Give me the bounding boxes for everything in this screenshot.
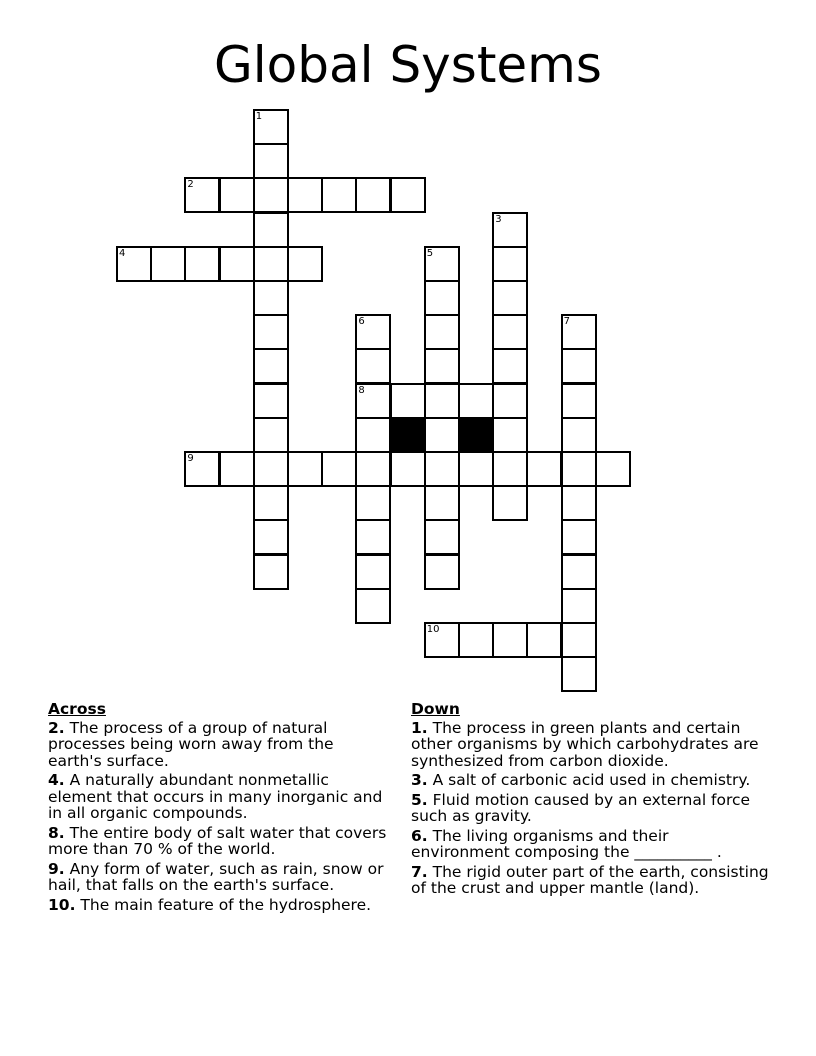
grid-cell[interactable] [219,177,255,213]
grid-cell[interactable] [390,383,426,419]
cell-number: 10 [426,624,440,635]
grid-cell[interactable] [492,485,528,521]
clue-text: The process of a group of natural processes being worn away from the earth's surface. [48,718,334,770]
cell-number: 7 [563,316,570,328]
grid-cell[interactable] [561,451,597,487]
grid-cell[interactable] [561,622,597,658]
grid-cell[interactable] [458,451,494,487]
across-clue-8 [48,825,388,858]
clue-text: The main feature of the hydrosphere. [80,895,372,914]
cell-number: 8 [358,384,365,396]
grid-cell[interactable] [253,554,289,590]
grid-cell[interactable] [492,246,528,282]
grid-cell[interactable] [561,485,597,521]
grid-cell[interactable] [458,622,494,658]
grid-cell[interactable] [424,314,460,350]
grid-cell[interactable] [424,246,460,282]
grid-cell[interactable] [287,177,323,213]
clue-number: 1. [411,718,428,737]
grid-cell[interactable] [561,417,597,453]
grid-cell[interactable] [253,383,289,419]
cell-number: 5 [426,247,434,259]
grid-cell[interactable] [355,314,391,350]
grid-cell[interactable] [561,588,597,624]
clue-text: The process in green plants and certain other organisms by which carbohydrates are synthesized from carbon dioxide. [411,718,759,770]
grid-cell[interactable] [116,246,152,282]
grid-cell[interactable] [424,280,460,316]
grid-cell[interactable] [492,417,528,453]
grid-cell[interactable] [253,177,289,213]
grid-cell[interactable] [219,451,255,487]
grid-cell[interactable] [561,314,597,350]
clue-number: 9. [48,859,65,878]
clue-text: The entire body of salt water that covers more than 70 % of the world. [48,823,387,858]
across-clue-4 [48,772,388,822]
down-clue-5 [411,792,771,825]
grid-cell[interactable] [526,451,562,487]
grid-cell[interactable] [390,451,426,487]
grid-cell[interactable] [390,177,426,213]
grid-cell[interactable] [424,485,460,521]
clue-text: Fluid motion caused by an external force such as gravity. [411,790,751,825]
grid-cell[interactable] [184,451,220,487]
cell-number: 6 [358,316,365,328]
grid-cell[interactable] [287,451,323,487]
grid-cell[interactable] [355,554,391,590]
grid-cell[interactable] [424,383,460,419]
grid-cell[interactable] [492,451,528,487]
clue-number: 5. [411,790,428,809]
puzzle-title: Global Systems [214,36,602,94]
grid-cell[interactable] [253,451,289,487]
grid-cell[interactable] [561,383,597,419]
grid-cell[interactable] [458,383,494,419]
across-clue-2 [48,720,388,770]
down-clue-1 [411,720,771,770]
across-heading: Across [48,700,106,718]
grid-cell[interactable] [355,383,391,419]
grid-cell[interactable] [253,348,289,384]
grid-cell[interactable] [184,177,220,213]
cell-number: 3 [495,213,502,225]
grid-cell[interactable] [526,622,562,658]
grid-cell[interactable] [253,143,289,179]
grid-cell[interactable] [424,519,460,555]
grid-cell[interactable] [424,348,460,384]
grid-cell[interactable] [287,246,323,282]
down-heading: Down [411,700,460,718]
grid-cell[interactable] [492,212,528,248]
down-clue-6 [411,828,771,861]
grid-cell[interactable] [355,485,391,521]
clue-number: 10. [48,895,76,914]
grid-cell[interactable] [424,554,460,590]
across-clue-9 [48,861,388,894]
grid-cell[interactable] [561,656,597,692]
grid-cell[interactable] [492,348,528,384]
grid-cell[interactable] [561,554,597,590]
cell-number: 9 [187,453,194,464]
black-cell [390,417,426,453]
black-cell [458,417,494,453]
grid-cell[interactable] [492,622,528,658]
grid-cell[interactable] [355,519,391,555]
clue-text: A salt of carbonic acid used in chemistry. [432,771,751,789]
grid-cell[interactable] [561,519,597,555]
clue-number: 2. [48,718,65,737]
grid-cell[interactable] [492,314,528,350]
cell-number: 1 [255,111,263,122]
clue-text: A naturally abundant nonmetallic element that occurs in many inorganic and in all organic compounds. [48,771,383,822]
clue-number: 6. [411,826,428,845]
across-clue-10 [48,897,388,914]
grid-cell[interactable] [253,314,289,350]
grid-cell[interactable] [253,246,289,282]
grid-cell[interactable] [321,451,357,487]
down-clue-3 [411,772,771,789]
grid-cell[interactable] [492,383,528,419]
grid-cell[interactable] [595,451,631,487]
grid-cell[interactable] [253,417,289,453]
grid-cell[interactable] [424,451,460,487]
grid-cell[interactable] [184,246,220,282]
clue-text: Any form of water, such as rain, snow or hail, that falls on the earth's surface. [48,859,384,894]
clue-text: The rigid outer part of the earth, consisting of the crust and upper mantle (land). [411,862,769,897]
grid-cell[interactable] [253,212,289,248]
grid-cell[interactable] [492,280,528,316]
grid-cell[interactable] [561,348,597,384]
clue-number: 3. [411,771,428,789]
grid-cell[interactable] [355,348,391,384]
down-clues [411,701,771,900]
grid-cell[interactable] [253,280,289,316]
cell-number: 4 [119,247,126,259]
clue-text: The living organisms and their environment composing the __________ . [411,826,722,861]
grid-cell[interactable] [253,485,289,521]
clue-number: 4. [48,771,65,789]
grid-cell[interactable] [355,451,391,487]
grid-cell[interactable] [355,588,391,624]
grid-cell[interactable] [150,246,186,282]
grid-cell[interactable] [355,417,391,453]
clue-number: 8. [48,823,65,842]
grid-cell[interactable] [424,417,460,453]
grid-cell[interactable] [253,519,289,555]
grid-cell[interactable] [321,177,357,213]
clue-number: 7. [411,862,428,881]
down-clue-7 [411,864,771,897]
grid-cell[interactable] [253,109,289,145]
grid-cell[interactable] [424,622,460,658]
grid-cell[interactable] [219,246,255,282]
across-clues [48,701,388,916]
cell-number: 2 [187,179,194,191]
grid-cell[interactable] [355,177,391,213]
